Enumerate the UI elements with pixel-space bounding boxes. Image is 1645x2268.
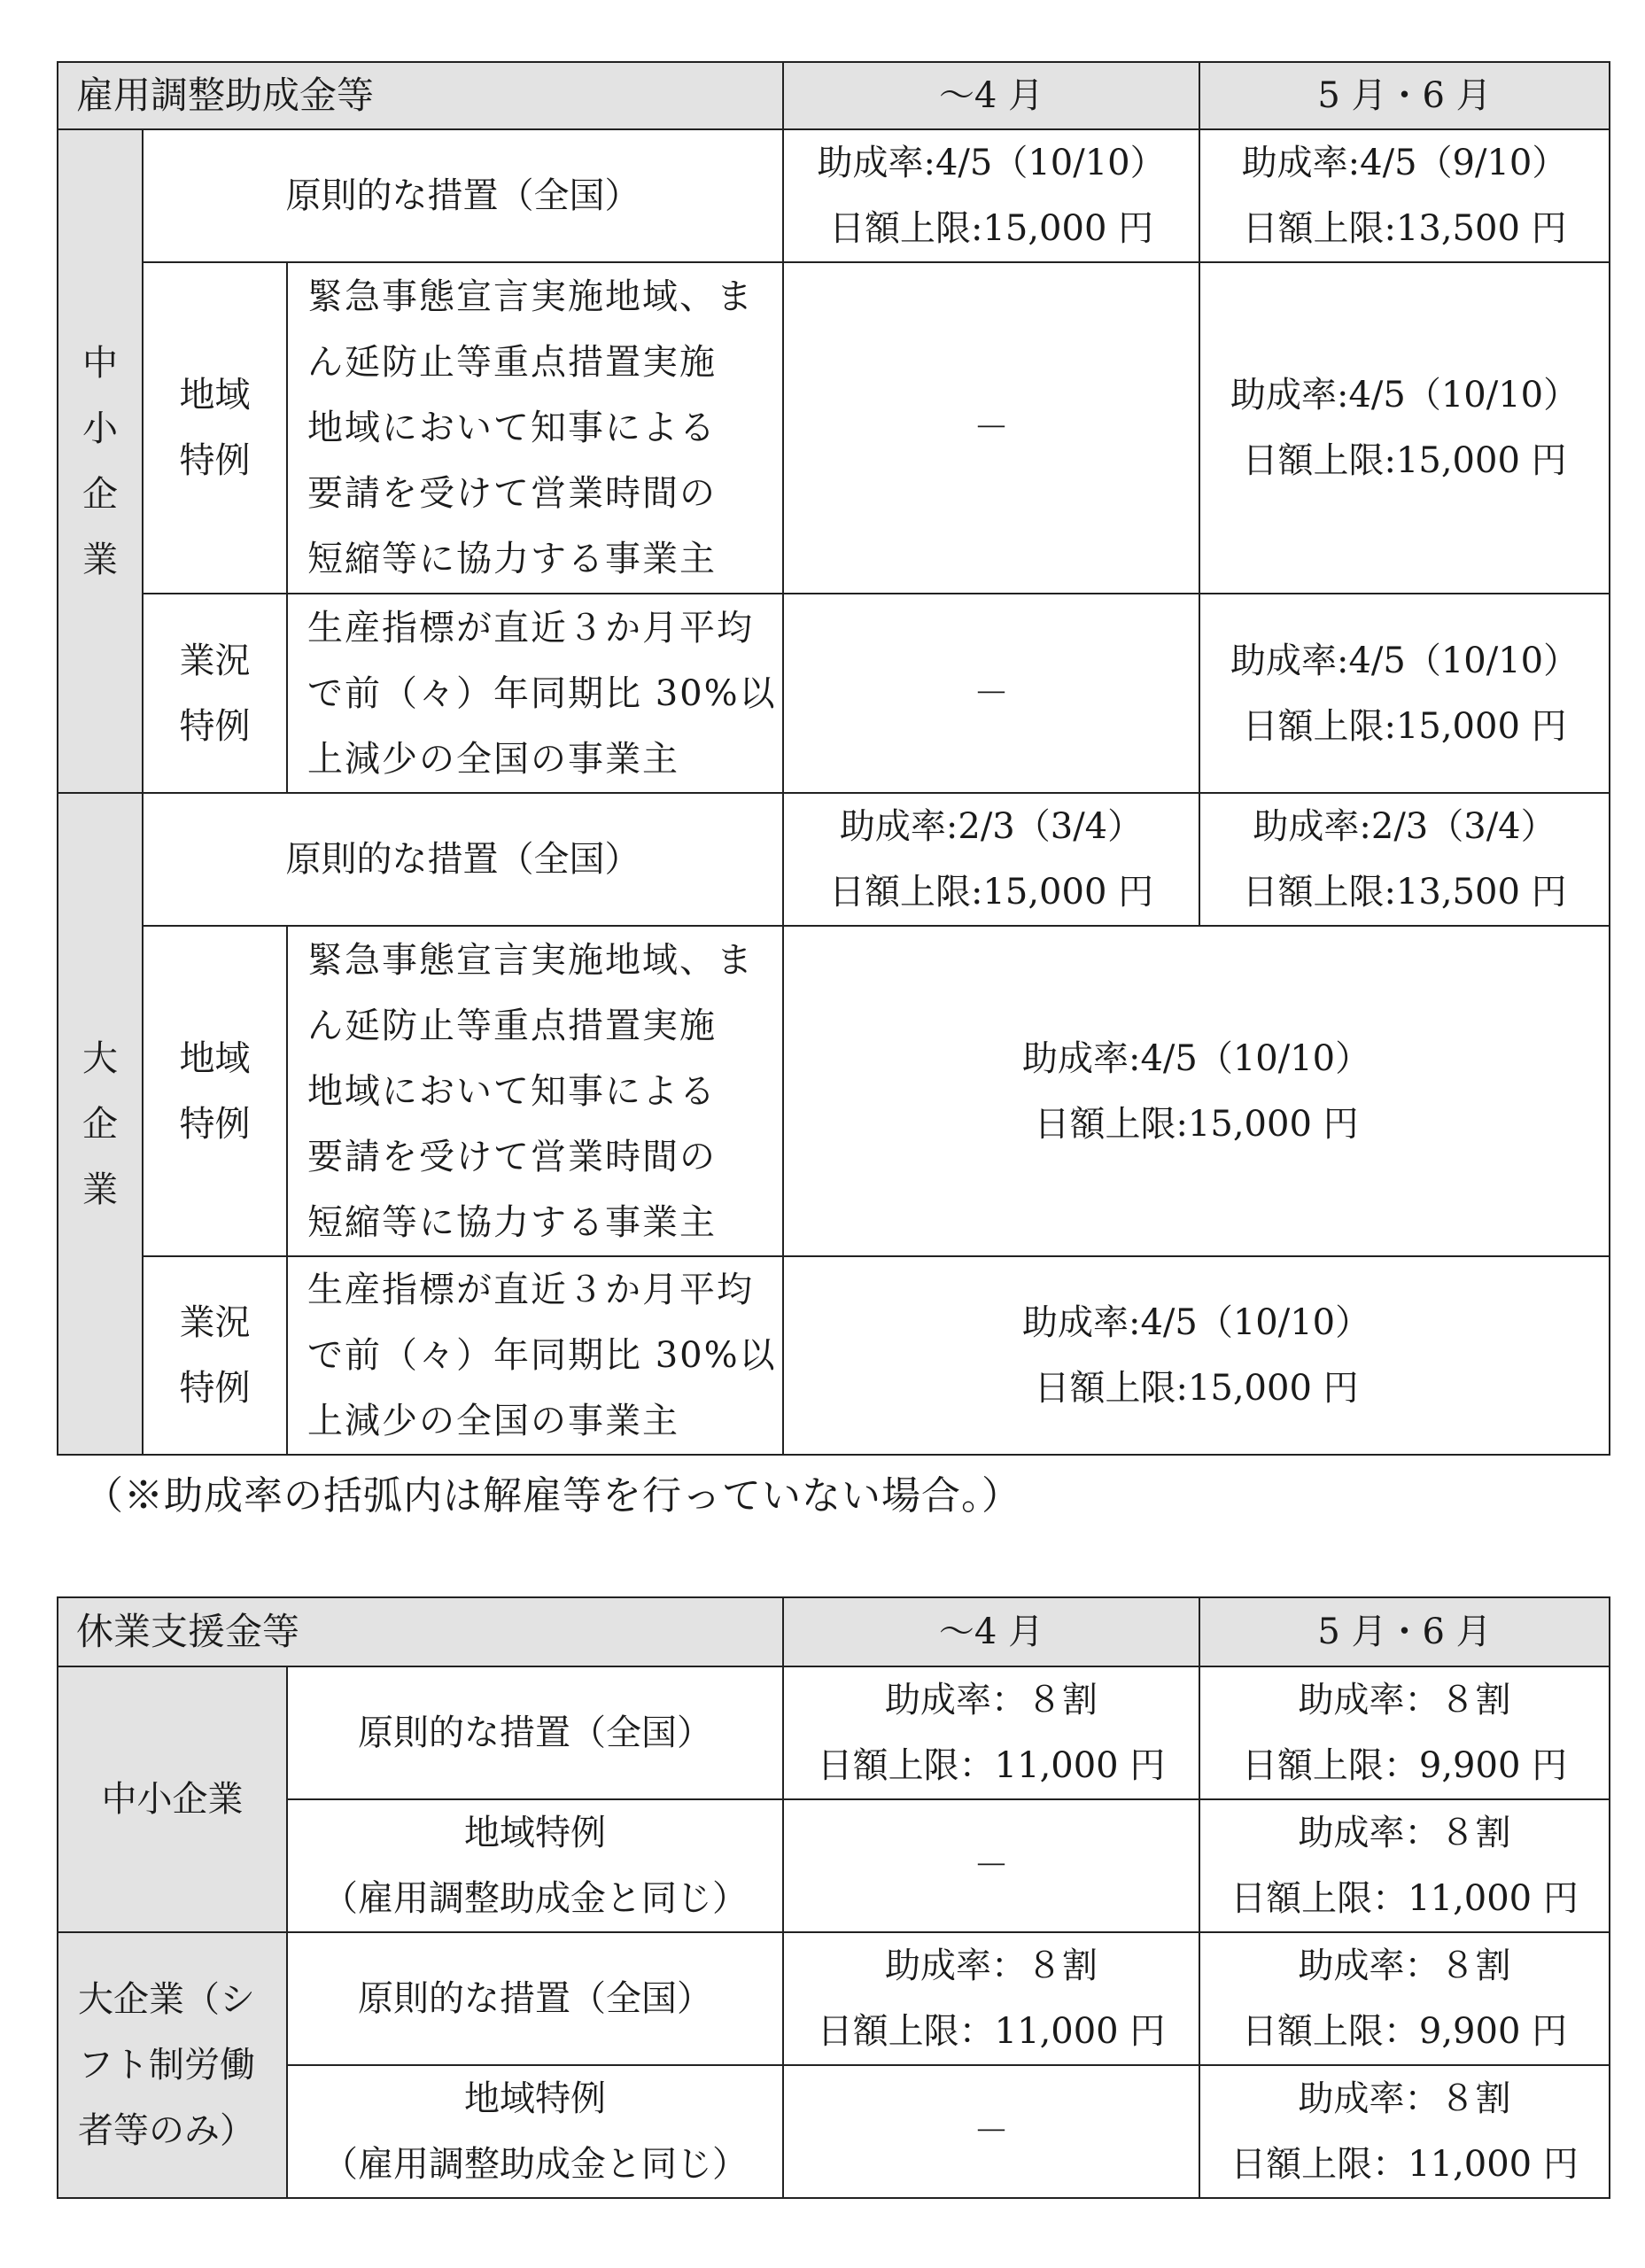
table2-sme-regional-label: 地域特例 （雇用調整助成金と同じ） [287,1799,783,1932]
leave-support-table [57,1596,1610,2199]
table2-title: 休業支援金等 [58,1597,783,1666]
table1-sme-regional-desc: 緊急事態宣言実施地域、ま ん延防止等重点措置実施 地域において知事による 要請を受けて営業時間の 短縮等に協力する事業主 [287,262,783,594]
table2-header-may-june: 5 月・6 月 [1199,1597,1610,1666]
table1-large-business-label: 業況 特例 [143,1256,287,1455]
table1-large-business-value: 助成率:4/5（10/10） 日額上限:15,000 円 [783,1256,1610,1455]
table2-sme-principle-april: 助成率：８割 日額上限：11,000 円 [783,1666,1199,1799]
table2-sme-principle-may-june: 助成率：８割 日額上限：9,900 円 [1199,1666,1610,1799]
table2-sme-principle-label: 原則的な措置（全国） [287,1666,783,1799]
table2-sme-regional-may-june: 助成率：８割 日額上限：11,000 円 [1199,1799,1610,1932]
table1-sme-principle-april: 助成率:4/5（10/10） 日額上限:15,000 円 [783,129,1199,262]
table2-sme-regional-april: － [783,1799,1199,1932]
table2-header-april: ～4 月 [783,1597,1199,1666]
table1-sme-regional-april: － [783,262,1199,594]
table2-large-principle-may-june: 助成率：８割 日額上限：9,900 円 [1199,1932,1610,2065]
table1-sme-business-desc: 生産指標が直近３か月平均 で前（々）年同期比 30%以 上減少の全国の事業主 [287,594,783,793]
table1-sme-group-label: 中 小 企 業 [58,129,143,793]
table1-large-business-desc: 生産指標が直近３か月平均 で前（々）年同期比 30%以 上減少の全国の事業主 [287,1256,783,1455]
table2-large-regional-may-june: 助成率：８割 日額上限：11,000 円 [1199,2065,1610,2198]
table1-sme-business-label: 業況 特例 [143,594,287,793]
table2-large-regional-april: － [783,2065,1199,2198]
table1-title: 雇用調整助成金等 [58,62,783,129]
table1-sme-principle-label: 原則的な措置（全国） [143,129,783,262]
footnote: （※助成率の括弧内は解雇等を行っていない場合。） [84,1473,1021,1518]
table1-large-regional-value: 助成率:4/5（10/10） 日額上限:15,000 円 [783,926,1610,1256]
table1-sme-business-may-june: 助成率:4/5（10/10） 日額上限:15,000 円 [1199,594,1610,793]
table1-sme-business-april: － [783,594,1199,793]
table1-large-principle-april: 助成率:2/3（3/4） 日額上限:15,000 円 [783,793,1199,926]
table1-large-regional-label: 地域 特例 [143,926,287,1256]
table2-large-regional-label: 地域特例 （雇用調整助成金と同じ） [287,2065,783,2198]
table2-large-principle-april: 助成率：８割 日額上限：11,000 円 [783,1932,1199,2065]
table1-large-principle-label: 原則的な措置（全国） [143,793,783,926]
table1-large-group-label: 大 企 業 [58,793,143,1455]
table2-large-principle-label: 原則的な措置（全国） [287,1932,783,2065]
table1-sme-regional-label: 地域 特例 [143,262,287,594]
table1-header-may-june: 5 月・6 月 [1199,62,1610,129]
table1-large-principle-may-june: 助成率:2/3（3/4） 日額上限:13,500 円 [1199,793,1610,926]
table2-sme-group-label: 中小企業 [58,1666,287,1932]
table1-sme-regional-may-june: 助成率:4/5（10/10） 日額上限:15,000 円 [1199,262,1610,594]
table2-large-group-label: 大企業（シ フト制労働 者等のみ） [58,1932,287,2198]
table1-header-april: ～4 月 [783,62,1199,129]
table1-large-regional-desc: 緊急事態宣言実施地域、ま ん延防止等重点措置実施 地域において知事による 要請を受けて営業時間の 短縮等に協力する事業主 [287,926,783,1256]
table1-sme-principle-may-june: 助成率:4/5（9/10） 日額上限:13,500 円 [1199,129,1610,262]
employment-adjustment-subsidy-table [57,61,1610,1456]
